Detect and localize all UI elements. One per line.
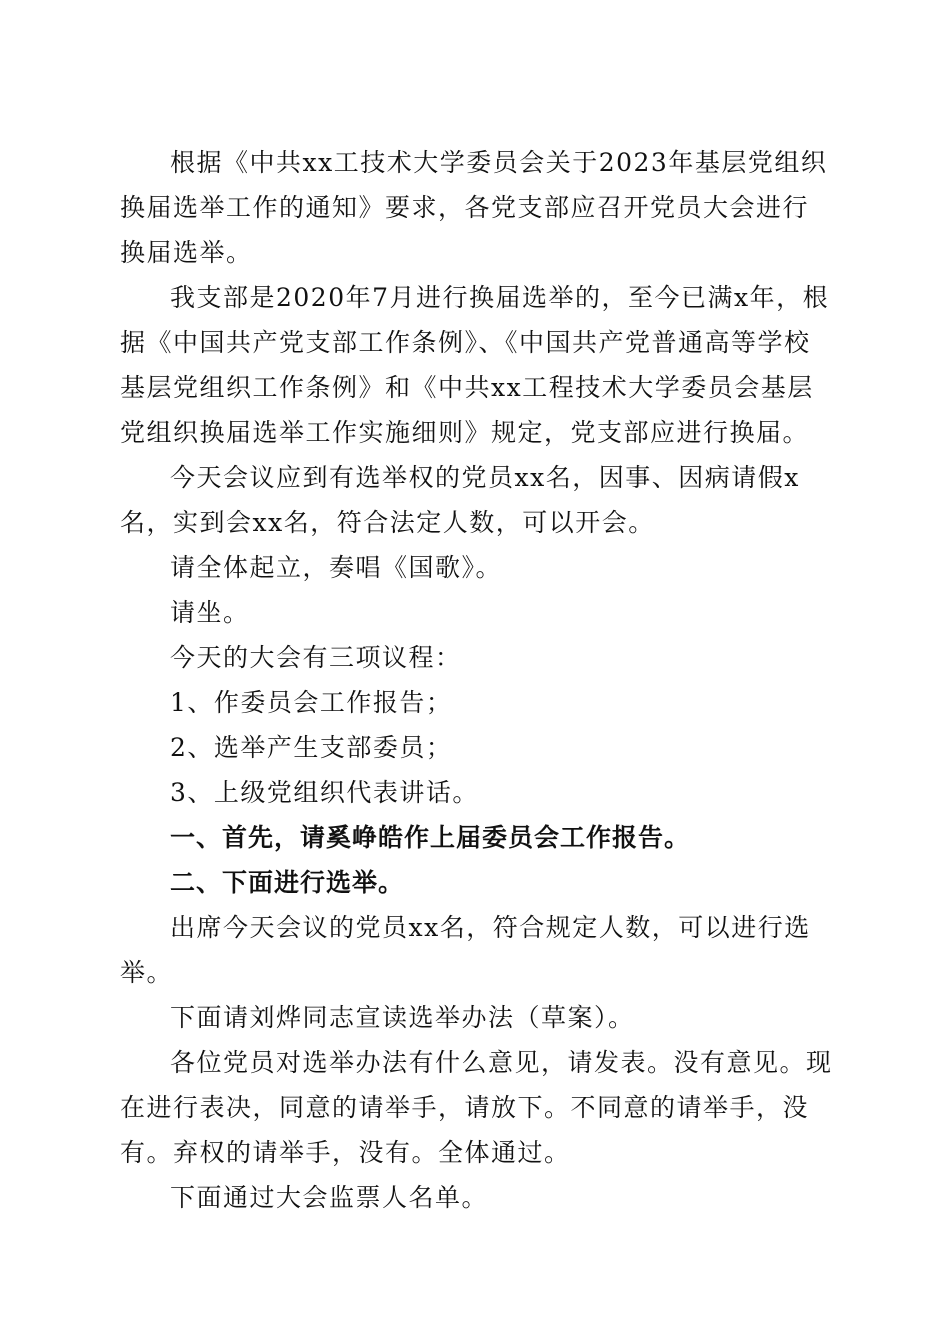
section-heading-2: 二、下面进行选举。 — [170, 868, 405, 897]
paragraph-agenda-intro: 今天的大会有三项议程： — [170, 643, 462, 672]
paragraph-scrutineers: 下面通过大会监票人名单。 — [170, 1183, 489, 1212]
agenda-item-1: 1、作委员会工作报告； — [170, 688, 453, 717]
paragraph-election-background: 我支部是2020年7月进行换届选举的，至今已满x年，根据《中国共产党支部工作条例》、《中国共产党普通高等学校基层党组织工作条例》和《中共xx工程技术大学委员会基层党组织换届选举工作实施细则》规定，党支部应进行换届。 — [120, 283, 830, 447]
section-heading-1: 一、首先，请奚峥皓作上届委员会工作报告。 — [170, 823, 691, 852]
paragraph-attendance: 今天会议应到有选举权的党员xx名，因事、因病请假x名，实到会xx名，符合法定人数，可以开会。 — [120, 463, 800, 537]
agenda-item-2: 2、选举产生支部委员； — [170, 733, 453, 762]
paragraph-be-seated: 请坐。 — [170, 598, 250, 627]
paragraph-election-quorum: 出席今天会议的党员xx名，符合规定人数，可以进行选举。 — [120, 913, 811, 987]
document-body — [120, 140, 835, 1220]
paragraph-read-rules: 下面请刘烨同志宣读选举办法（草案）。 — [170, 1003, 635, 1032]
paragraph-notice: 根据《中共xx工技术大学委员会关于2023年基层党组织换届选举工作的通知》要求，各党支部应召开党员大会进行换届选举。 — [120, 148, 828, 267]
agenda-item-3: 3、上级党组织代表讲话。 — [170, 778, 479, 807]
paragraph-vote: 各位党员对选举办法有什么意见，请发表。没有意见。现在进行表决，同意的请举手，请放下。不同意的请举手，没有。弃权的请举手，没有。全体通过。 — [120, 1048, 833, 1167]
paragraph-anthem: 请全体起立，奏唱《国歌》。 — [170, 553, 503, 582]
